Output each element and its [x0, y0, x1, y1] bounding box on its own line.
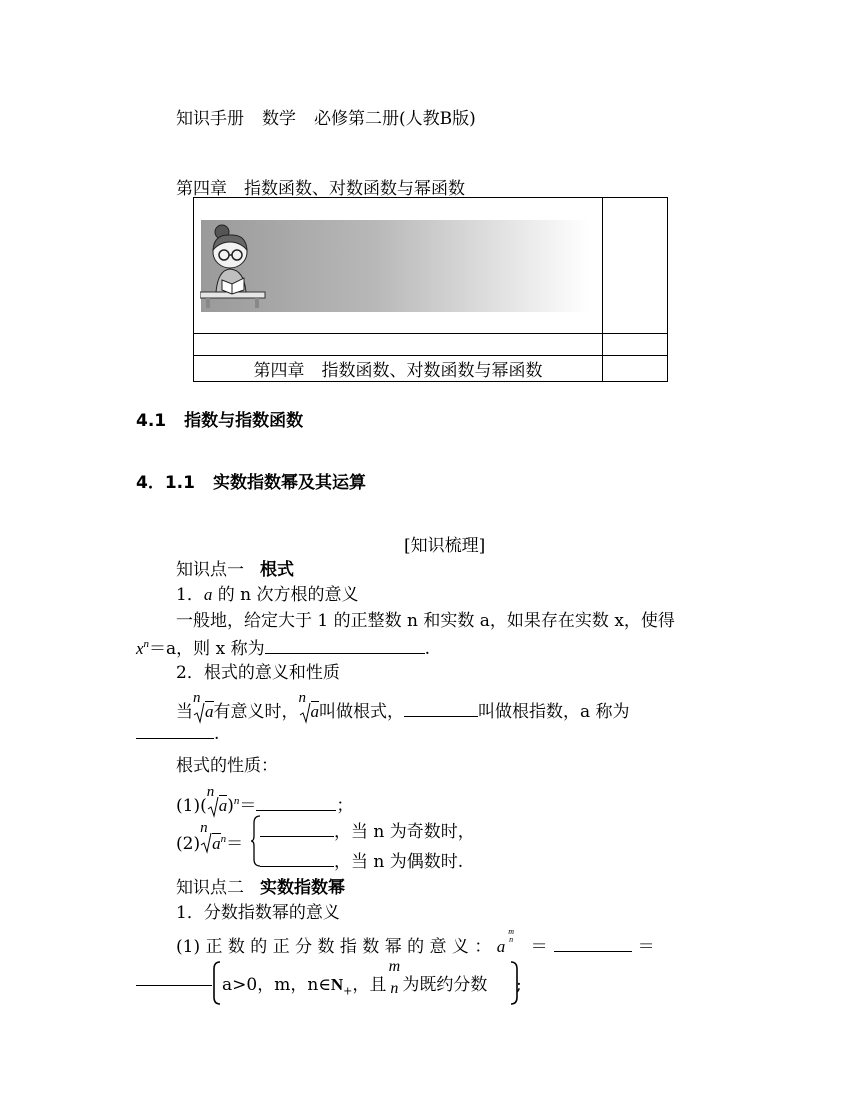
- definition-line1: 一般地，给定大于 1 的正整数 n 和实数 a，如果存在实数 x，使得: [176, 611, 675, 631]
- properties-label: 根式的性质：: [176, 756, 278, 776]
- volume-name: 必修第二册(人教B版): [314, 109, 476, 129]
- banner-side-cell: [603, 198, 668, 334]
- definition-line2: $x^n=a$，则 x 称为 .: [136, 634, 430, 659]
- point1-heading: 知识点一 根式: [176, 560, 294, 580]
- point1-item1: 1．a 的 n 次方根的意义: [176, 585, 359, 605]
- answer-blank[interactable]: [256, 793, 336, 811]
- subject-name: 数学: [262, 109, 296, 129]
- fraction-condition: a>0，m，$n\in N_+$，且 m n 为既约分数: [222, 957, 488, 998]
- banner-empty-cell: [194, 334, 603, 356]
- subsection-heading: 4．1.1 实数指数幂及其运算: [136, 473, 366, 493]
- property-2-case2: ，当 n 为偶数时.: [260, 847, 463, 872]
- point1-item2: 2．根式的意义和性质: [176, 663, 340, 683]
- radical-line: 当 n a有意义时， n a叫做根式， 叫做根指数，a 称为: [176, 690, 630, 722]
- answer-blank[interactable]: [136, 968, 212, 986]
- semicolon: ;: [516, 975, 522, 995]
- review-heading: [知识梳理]: [404, 536, 486, 556]
- section-heading: 4.1 指数与指数函数: [136, 411, 304, 431]
- property-1: (1)( n a)$^n$＝ ；: [176, 784, 354, 816]
- answer-blank[interactable]: [136, 721, 214, 739]
- chapter-line: 第四章 指数函数、对数函数与幂函数: [176, 179, 465, 199]
- radical-expression: n a: [193, 690, 214, 721]
- radical-line-cont: .: [136, 721, 219, 744]
- point2-heading: 知识点二 实数指数幂: [176, 878, 345, 898]
- answer-blank[interactable]: [554, 934, 632, 952]
- book-name: 知识手册: [176, 109, 244, 129]
- banner-image-cell: [194, 198, 603, 334]
- banner-caption: 第四章 指数函数、对数函数与幂函数: [194, 356, 603, 382]
- answer-blank[interactable]: [265, 636, 425, 654]
- property-2: (2) n $a^n=$: [176, 820, 244, 854]
- fraction-condition-line: [136, 968, 212, 991]
- radical-expression: n a: [298, 690, 319, 721]
- running-header: [176, 104, 476, 129]
- girl-reading-icon: [200, 222, 270, 312]
- property-2-case1: ，当 n 为奇数时，: [260, 817, 475, 842]
- chapter-banner: [193, 197, 668, 382]
- answer-blank[interactable]: [260, 849, 334, 867]
- left-bracket: [212, 961, 222, 1005]
- answer-blank[interactable]: [260, 819, 334, 837]
- answer-blank[interactable]: [404, 699, 478, 717]
- point2-item1: 1．分数指数幂的意义: [176, 903, 340, 923]
- fraction-exponent-line: (1) 正 数 的 正 分 数 指 数 幂 的 意 义 ： a m n ＝ ＝: [176, 927, 655, 957]
